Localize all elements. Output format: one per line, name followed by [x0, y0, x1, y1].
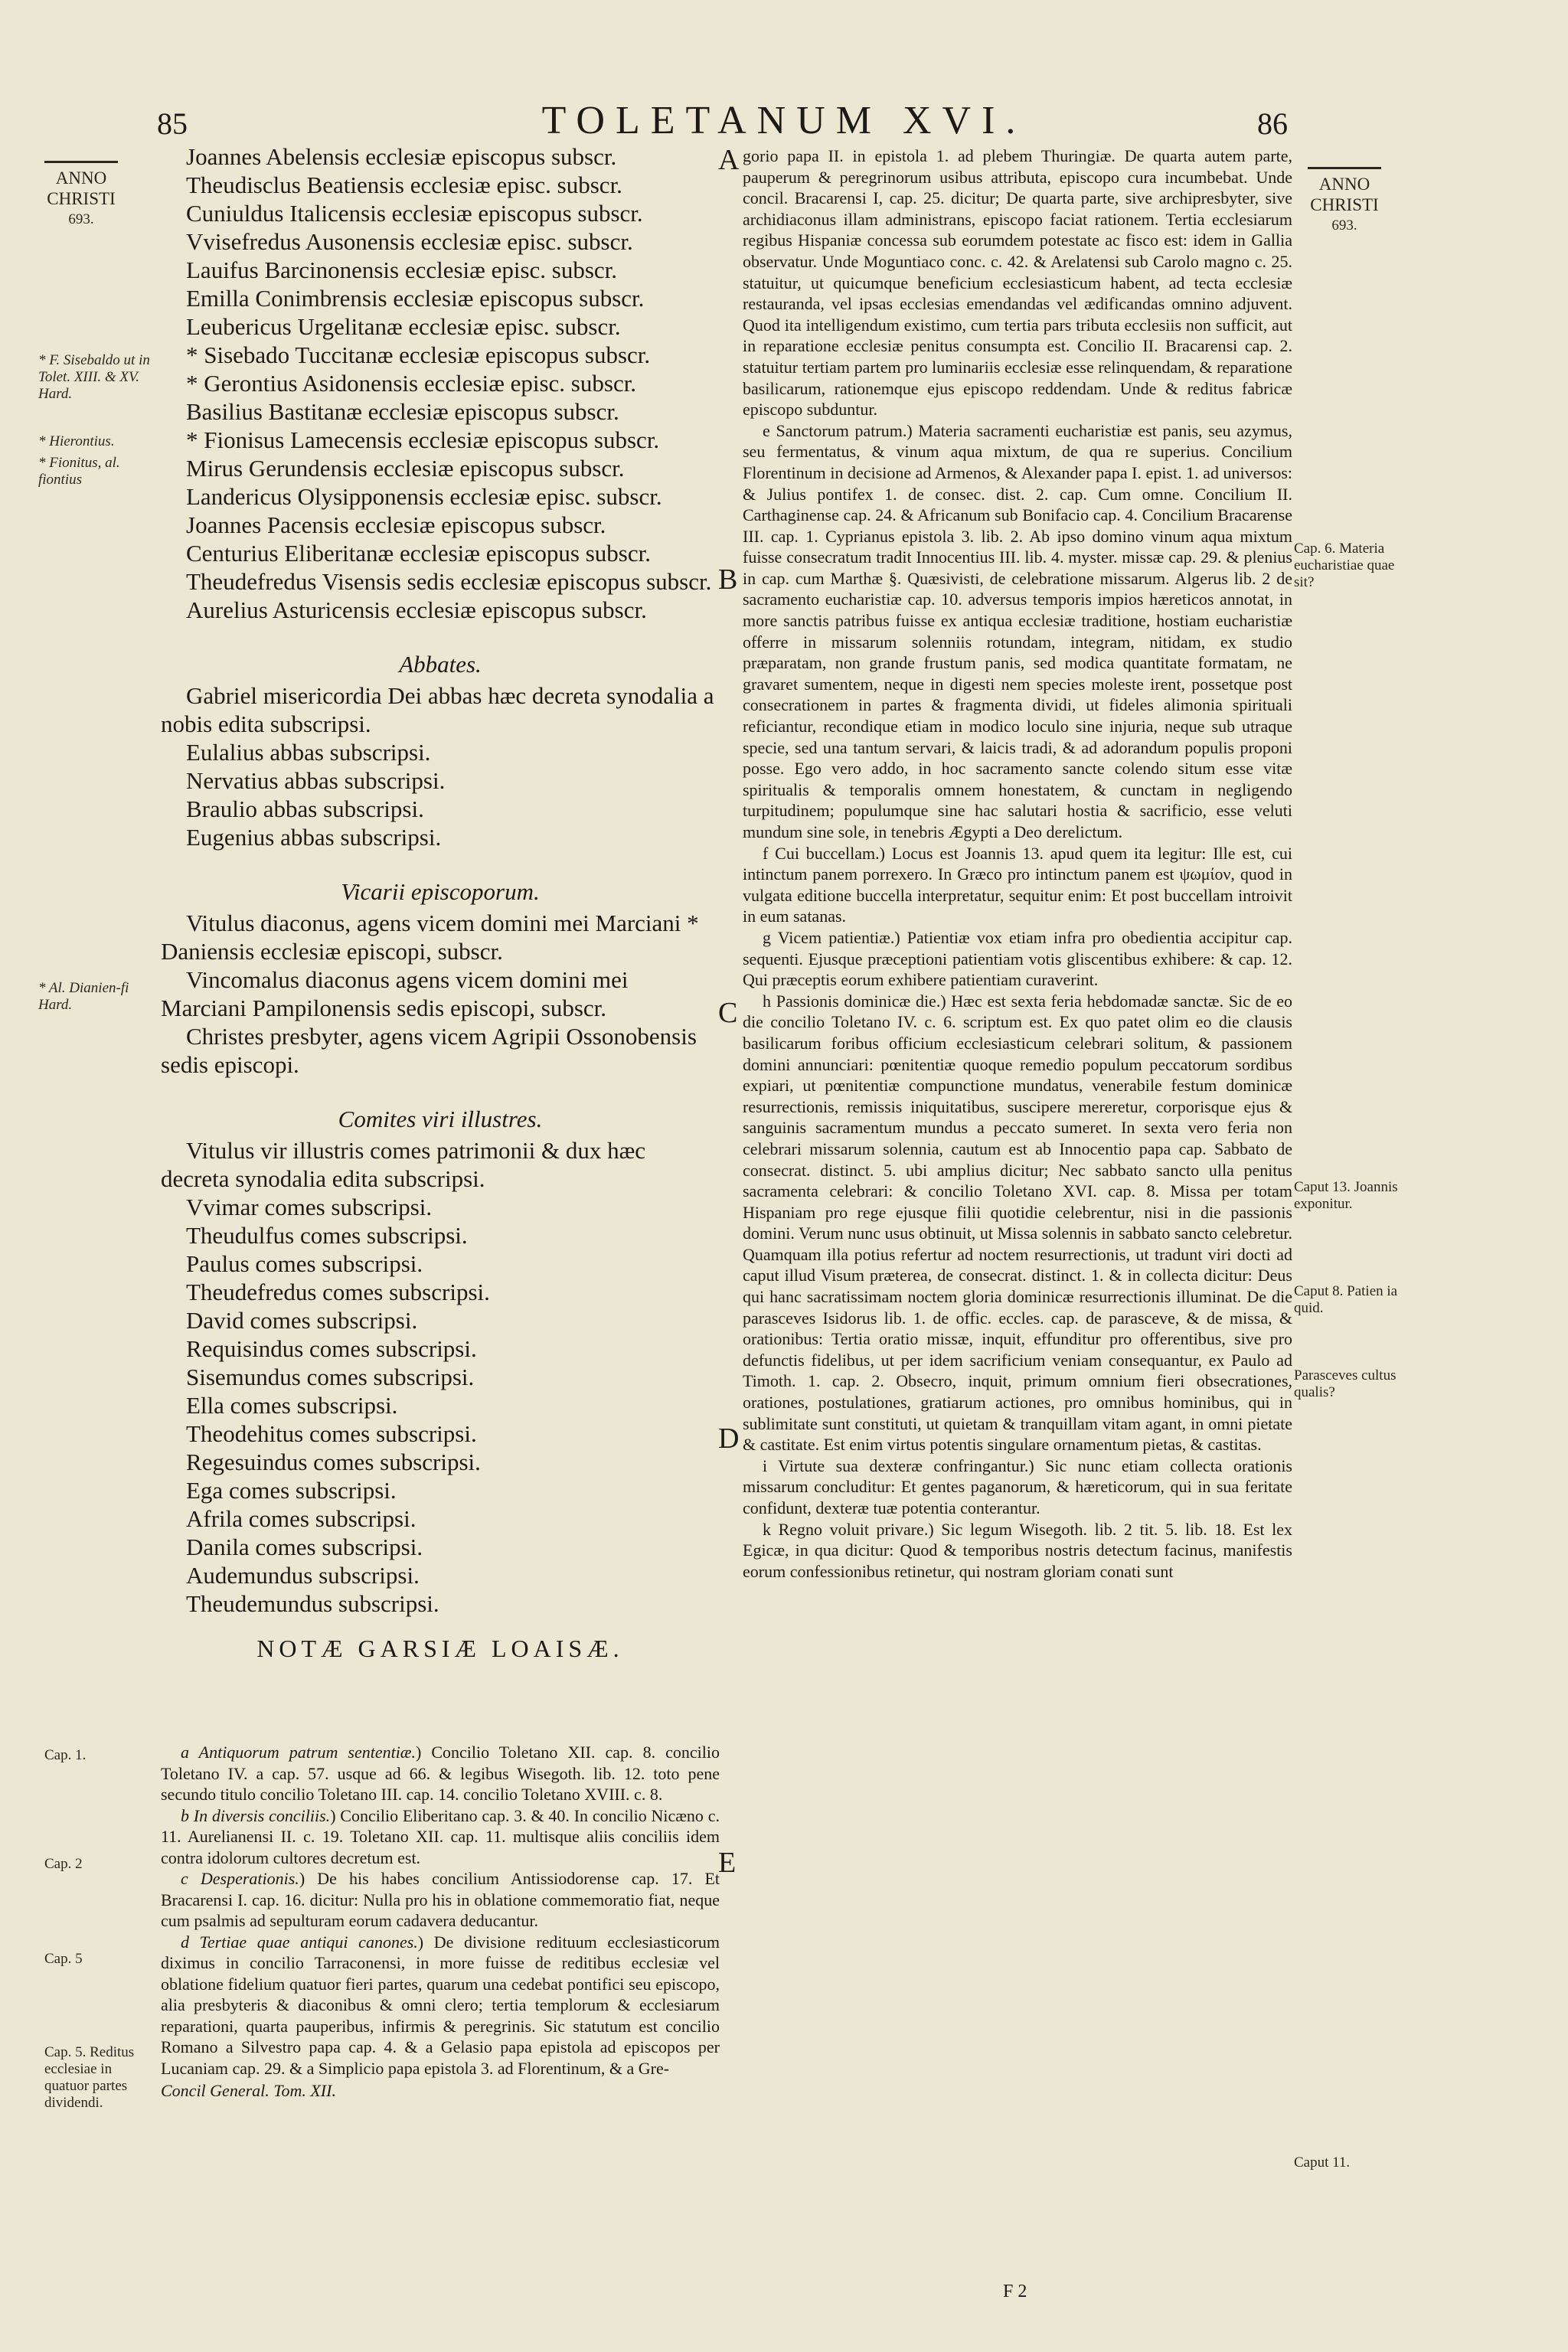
bishop-line: Theudefredus Visensis sedis ecclesiæ episcopus subscr. [186, 568, 712, 595]
right-column [743, 145, 1292, 1582]
comes-line: Sisemundus comes subscripsi. [186, 1364, 475, 1390]
note-b [161, 1805, 720, 1869]
signature-mark: F 2 [1003, 2282, 1027, 2301]
margin-cap-2: Cap. 2 [44, 1856, 83, 1872]
volume-footer: Concil General. Tom. XII. [161, 2081, 336, 2100]
anno-christi-left [40, 161, 122, 230]
bishop-line: Vvisefredus Ausonensis ecclesiæ episc. subscr. [186, 228, 633, 255]
anno-label: ANNO [55, 168, 107, 188]
bishop-line: * Fionisus Lamecensis ecclesiæ episcopus subscr. [186, 426, 660, 453]
note-text: ) De divisione redituum ecclesiasticorum diximus in concilio Tarraconensi, in more fuisse de reditibus ecclesiæ vel oblatione fidelium quatuor fieri partes, quarum una cedebat pontifici seu episcopo, alia presbyteris & diaconibus & omni clero; tertia templorum & ecclesiarum reparationi, quarta pauperibus, infirmis & peregrinis. Sic statutum est concilio Romano a Silvestro papa cap. 4. & a Gelasio papa epistola ad episcopos per Lucaniam cap. 29. & a Simplicio papa epistola 3. ad Florentinum, & a Gre- [161, 1932, 720, 2078]
section-letter-a: A [718, 144, 740, 176]
note-lemma: b In diversis conciliis. [181, 1805, 331, 1825]
margin-cap-6: Cap. 6. Materia eucharistiae quae sit? [1294, 541, 1395, 590]
comites-intro: Vitulus vir illustris comes patrimonii & dux hæc decreta synodalia edita subscripsi. [161, 1137, 646, 1192]
abbas-line: Nervatius abbas subscripsi. [186, 767, 446, 794]
note-text: ) Concilio Toletano XII. cap. 8. concilio Toletano IV. a cap. 57. usque ad 66. & legibus Wisegoth. lib. 12. toto pene secundo titulo concilio Toletano III. cap. 14. concilio Toletano XVIII. c. 8. [161, 1743, 720, 1804]
margin-cap-3: Cap. 5 [44, 1951, 83, 1967]
note-i: i Virtute sua dexteræ confringantur.) Sic nunc etiam collecta orationis missarum concluditur: Et gentes paganorum, & hæreticorum, qui in sua feritate confidunt, dexteræ tuæ potentia conterantur. [743, 1455, 1292, 1517]
comes-line: Paulus comes subscripsi. [186, 1250, 423, 1277]
bishop-line: Emilla Conimbrensis ecclesiæ episcopus subscr. [186, 285, 645, 312]
comes-line: Vvimar comes subscripsi. [186, 1194, 433, 1220]
comes-line: Regesuindus comes subscripsi. [186, 1449, 481, 1475]
abbates-heading: Abbates. [399, 651, 482, 678]
margin-note-gerontius: * Hierontius. [38, 433, 115, 449]
note-e: e Sanctorum patrum.) Materia sacramenti eucharistiæ est panis, seu azymus, seu fermentatus, & vinum aqua mixtum, de qua re superius. Concilium Florentinum in decisione ad Armenos, & Alexander papa I. epist. 1. ad universos: & Julius pontifex 1. de consec. dist. 2. cap. Cum omne. Concilium II. Carthaginense cap. 24. & Africanum sub Bonifacio cap. 4. Concilium Bracarense III. cap. 1. Cyprianus epistola 3. lib. 2. Ab ipso domino vinum aqua mixtum fuisse consecratum tradit Innocentius III. lib. 4. myster. missæ cap. 29. & plenius in cap. cum Marthæ §. Quæsivisti, de celebratione missarum. Algerus lib. 2 de sacramento eucharistiæ cap. 10. adversus temporis impios hæreticos annotat, in more sanctis patribus fuisse ex antiqua ecclesiæ traditione, hostiam eucharistiæ offerre in missarum solenniis rotundam, integram, nitidam, ex studio præparatam, non grande frustum panis, sed modica quantitate formatam, ne gravaret sumentem, neque in digesti nem species moleste irent, possetque post consecrationem in partes & fragmenta dividi, ut fideles alimonia spirituali reficiantur, recondique etiam in modico loculo sine injuria, neque sub utraque specie, sed una tantum servari, & laicis tradi, & ad adorandum populis proponi posse. Ego vero addo, in hoc sacramento sancte colendo situm esse vitæ spiritualis & temporalis omnem honestatem, & cunctam in negligendo turpitudinem; populumque sine hac salutari hostia & sacrificio, esse veluti mundum sine sole, in tenebris Ægypti a Deo derelictum. [743, 420, 1292, 841]
page-number-left: 85 [157, 106, 188, 141]
note-lemma: a Antiquorum patrum sententiæ. [181, 1743, 416, 1762]
running-title: TOLETANUM XVI. [541, 99, 1027, 142]
year-label: 693. [1331, 217, 1357, 234]
anno-rule [1308, 167, 1381, 169]
bishop-line: Centurius Eliberitanæ ecclesiæ episcopus subscr. [186, 540, 651, 567]
vicarius-entry: Christes presbyter, agens vicem Agripii Ossonobensis sedis episcopi. [161, 1023, 697, 1078]
note-f: f Cui buccellam.) Locus est Joannis 13. apud quem ita legitur: Ille est, cui intinctum panem porrexero. In Græco pro intinctum panem est ψωμίον, quod in vulgata editione buccella interpretatur, sequitur enim: Et post buccellam introivit in eum satanas. [743, 843, 1292, 926]
note-continuation: gorio papa II. in epistola 1. ad plebem Thuringiæ. De quarta autem parte, pauperum & peregrinorum usibus attributa, episcopo cura incumbebat. Unde concil. Bracarensi I, cap. 25. dicitur; De quarta parte, sive archipresbyter, sive archidiaconus illam administrans, episcopo faciat rationem. Tertia ecclesiarum regibus Hispaniæ concessa sub eorumdem potestate ac fisco est: idem in Gallia observatur. Unde Moguntiaco conc. c. 42. & Arelatensi sub Carolo magno c. 25. statuitur, ut quicumque beneficium ecclesiasticum habent, ad tecta ecclesiæ restauranda, vel ipsas ecclesias emendandas vel ædificandas omnino adjuvent. Quod ita intelligendum existimo, cum tertia pars tributa ecclesiis non sufficit, aut in reparatione ecclesiæ penitus consumpta est. Concilio II. Bracarensi cap. 2. statuitur tertiam partem pro luminariis ecclesiæ esse relinquendam, & reparatione basilicarum, rationemque ejus episcopo reddendam. Unde & reditus fabricæ episcopo subduntur. [743, 146, 1292, 420]
section-letter-e: E [718, 1847, 737, 1879]
note-c [161, 1868, 720, 1932]
comes-line: Theodehitus comes subscripsi. [186, 1420, 477, 1447]
bishop-line: Joannes Abelensis ecclesiæ episcopus subscr. [186, 143, 617, 170]
vicarius-entry: Vincomalus diaconus agens vicem domini mei Marciani Pampilonensis sedis episcopi, subscr. [161, 966, 629, 1021]
anno-label: ANNO [1318, 175, 1370, 194]
abbates-intro: Gabriel misericordia Dei abbas hæc decreta synodalia a nobis edita subscripsi. [161, 682, 714, 737]
bishop-line: Joannes Pacensis ecclesiæ episcopus subscr. [186, 511, 606, 538]
abbas-line: Eulalius abbas subscripsi. [186, 739, 431, 766]
abbas-line: Braulio abbas subscripsi. [186, 795, 424, 822]
comes-line: Ella comes subscripsi. [186, 1392, 398, 1419]
comes-line: Afrila comes subscripsi. [186, 1505, 416, 1532]
margin-cap-4: Cap. 5. Reditus ecclesiae in quatuor partes dividendi. [44, 2044, 135, 2111]
page-number-right: 86 [1257, 106, 1288, 141]
left-column [161, 142, 720, 1674]
margin-cap-8: Caput 8. Patien ia quid. [1294, 1283, 1398, 1316]
bishop-line: Lauifus Barcinonensis ecclesiæ episc. subscr. [186, 256, 618, 283]
note-lemma: d Tertiae quae antiqui canones. [181, 1932, 418, 1952]
comes-line: Ega comes subscripsi. [186, 1477, 397, 1504]
section-letter-d: D [718, 1423, 740, 1455]
margin-note-fionisus: * Fionitus, al. fiontius [38, 455, 120, 488]
margin-cap-13: Caput 13. Joannis exponitur. [1294, 1179, 1398, 1212]
comes-line: Theudefredus comes subscripsi. [186, 1279, 490, 1305]
bishop-line: Leubericus Urgelitanæ ecclesiæ episc. subscr. [186, 313, 621, 340]
vicarii-heading: Vicarii episcoporum. [341, 878, 540, 905]
bishop-line: Aurelius Asturicensis ecclesiæ episcopus subscr. [186, 596, 647, 623]
christi-label: CHRISTI [47, 189, 116, 208]
comes-line: Audemundus subscripsi. [186, 1562, 420, 1589]
margin-parasceves: Parasceves cultus qualis? [1294, 1367, 1396, 1400]
comes-line: Danila comes subscripsi. [186, 1534, 423, 1560]
margin-note-sisebado: * F. Sisebaldo ut in Tolet. XIII. & XV. Hard. [38, 352, 150, 402]
comes-line: Theudulfus comes subscripsi. [186, 1222, 468, 1249]
note-lemma: c Desperationis. [181, 1869, 299, 1888]
note-text: ) Concilio Eliberitano cap. 3. & 40. In concilio Nicæno c. 11. Aurelianensi II. c. 19. Toletano XII. cap. 11. multisque aliis conciliis idem contra idolorum cultores decretum est. [161, 1805, 720, 1867]
bishop-line: Landericus Olysipponensis ecclesiæ episc. subscr. [186, 483, 662, 510]
christi-label: CHRISTI [1310, 195, 1379, 214]
notes-heading: NOTÆ GARSIÆ LOAISÆ. [256, 1635, 624, 1662]
note-g: g Vicem patientiæ.) Patientiæ vox etiam infra pro obedientia accipitur cap. sequenti. Ejusque præceptioni patientiam votis gliscentibus exhibere: & cap. 12. Qui præceptis eorum exhibere patientiam curaverint. [743, 927, 1292, 990]
note-a [161, 1742, 720, 1805]
section-letter-c: C [718, 997, 738, 1029]
bishop-line: Theudisclus Beatiensis ecclesiæ episc. subscr. [186, 172, 622, 198]
section-letter-b: B [718, 564, 738, 596]
margin-cap-11: Caput 11. [1294, 2154, 1351, 2171]
note-d [161, 1932, 720, 2079]
comes-line: Requisindus comes subscripsi. [186, 1335, 477, 1362]
note-k: k Regno voluit privare.) Sic legum Wisegoth. lib. 2 tit. 5. lib. 18. Est lex Egicæ, in qua dicitur: Quod & temporibus nostris detectum facinus, manifestis eorum confessionibus retinetur, qui nostram gloriam conati sunt [743, 1519, 1292, 1581]
year-label: 693. [68, 211, 94, 227]
anno-christi-right [1302, 167, 1387, 236]
bishop-line: Cuniuldus Italicensis ecclesiæ episcopus subscr. [186, 200, 643, 227]
bishop-line: Mirus Gerundensis ecclesiæ episcopus subscr. [186, 455, 625, 482]
comes-line: David comes subscripsi. [186, 1307, 418, 1334]
note-text: ) De his habes concilium Antissiodorense cap. 17. Et Bracarensi I. cap. 16. dicitur: Nulla pro his in oblatione commemoratio fiat, neque cum psalmis ad sepulturam eorum cadavera deducantur. [161, 1869, 720, 1930]
vicarius-entry: Vitulus diaconus, agens vicem domini mei Marciani * Daniensis ecclesiæ episcopi, subscr. [161, 910, 699, 965]
bishop-line: Basilius Bastitanæ ecclesiæ episcopus subscr. [186, 398, 619, 425]
note-h: h Passionis dominicæ die.) Hæc est sexta feria hebdomadæ sanctæ. Sic de eo die concilio Toletano IV. c. 6. scriptum est. Ex quo patet olim eo die clausis basilicarum foribus officium ecclesiasticum celebrari solitum, & passionem domini annunciari: pœnitentiæ quoque remedio populum peccatorum sordibus expiari, ut pœnitentiæ compunctione mundatus, venerabile festum dominicæ resurrectionis, remissis iniquitatibus, suscipere mereretur, corporisque ejus & sanguinis sacramentum mundus a peccato sumeret. In sexta vero feria non celebrari missarum solennia, cautum est ab Innocentio papa cap. Sabbato de consecrat. distinct. 5. ubi amplius dicitur; Nec sabbato sancto ulla penitus sacramenta celebrari: & concilio Toletano XVI. cap. 8. Missa per totam Hispaniam pro rege ejusque filii quotidie celebrentur, nisi in die passionis domini. Verum nunc usus obtinuit, ut Missa solennis in sabbato sancto celebretur. Quamquam illa potius refertur ad noctem resurrectionis, ut tradunt viri docti ad caput illud Visum præterea, de consecrat. distinct. 1. & in collecta dicitur: Deus qui hanc sacratissimam noctem gloria dominicæ resurrectionis illuminat. De die parasceves Isidorus lib. 1. de offic. eccles. cap. de parasceve, & de missa, & orationibus: Tertia oratio missæ, inquit, effunditur pro offerentibus, sive pro defunctis fidelibus, ut per idem sacrificium veniam consequantur, ex Paulo ad Timoth. 1. cap. 2. Obsecro, inquit, primum omnium fieri obsecrationes, orationes, postulationes, gratiarum actiones, pro omnibus hominibus, qui in sublimitate sunt constituti, ut quietam & tranquillam vitam agant, in omni pietate & castitate. Est enim virtus potentis singulare ornamentum pietas, & castitas. [743, 991, 1292, 1455]
margin-note-daniensis: * Al. Dianien-fi Hard. [38, 980, 129, 1013]
comites-heading: Comites viri illustres. [338, 1106, 543, 1132]
comes-line: Theudemundus subscripsi. [186, 1590, 439, 1617]
anno-rule [44, 161, 118, 163]
left-notes [161, 1742, 720, 2102]
bishop-line: * Gerontius Asidonensis ecclesiæ episc. subscr. [186, 370, 637, 397]
abbas-line: Eugenius abbas subscripsi. [186, 824, 442, 851]
margin-cap-1: Cap. 1. [44, 1747, 87, 1763]
bishop-line: * Sisebado Tuccitanæ ecclesiæ episcopus subscr. [186, 341, 651, 368]
